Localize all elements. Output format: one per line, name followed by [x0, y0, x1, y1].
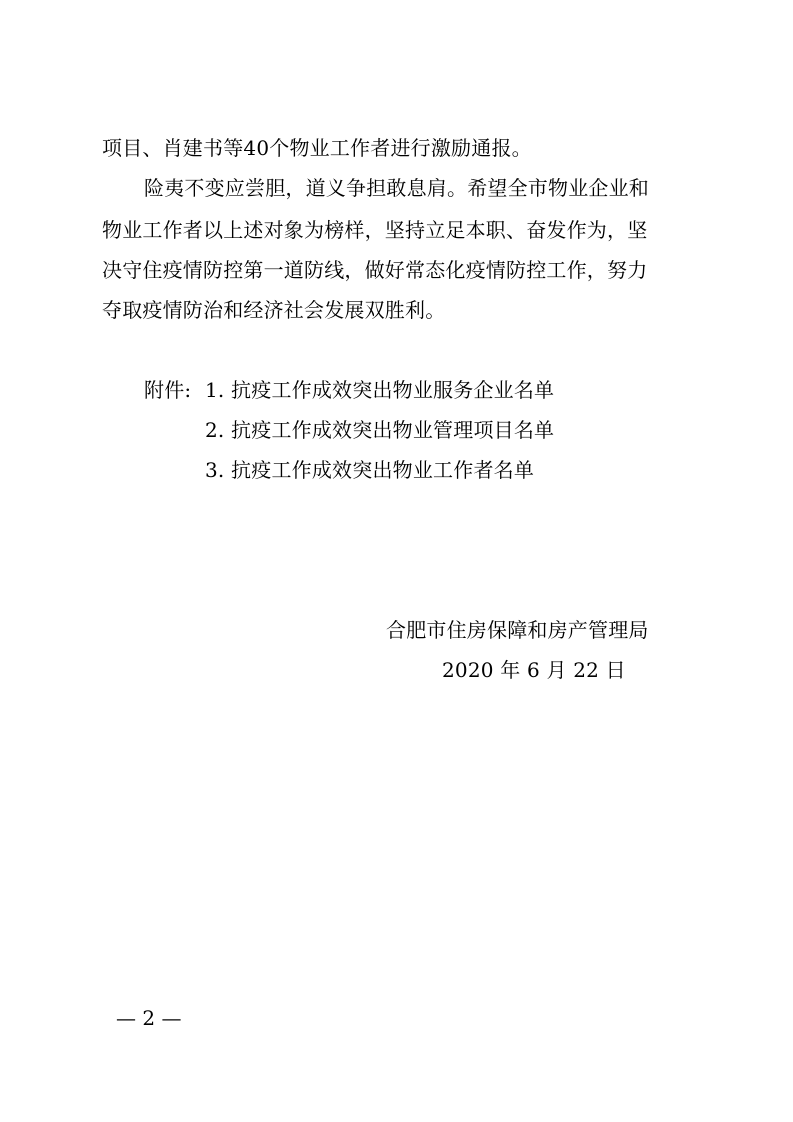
body-line-4: 决守住疫情防控第一道防线，做好常态化疫情防控工作，努力 — [102, 258, 648, 282]
body-line-5: 夺取疫情防治和经济社会发展双胜利。 — [102, 298, 446, 322]
issue-date: 2020 年 6 月 22 日 — [442, 658, 626, 682]
attachment-item-2: 2. 抗疫工作成效突出物业管理项目名单 — [205, 418, 555, 442]
attachments-label: 附件: — [144, 378, 192, 402]
issuing-organization: 合肥市住房保障和房产管理局 — [386, 618, 649, 642]
body-line-1: 项目、肖建书等40个物业工作者进行激励通报。 — [102, 136, 532, 160]
page-number: — 2 — — [116, 1006, 182, 1030]
body-line-3: 物业工作者以上述对象为榜样，坚持立足本职、奋发作为，坚 — [102, 218, 648, 242]
attachment-item-3: 3. 抗疫工作成效突出物业工作者名单 — [205, 458, 535, 482]
attachment-item-1: 1. 抗疫工作成效突出物业服务企业名单 — [205, 378, 555, 402]
body-line-2: 险夷不变应尝胆，道义争担敢息肩。希望全市物业企业和 — [144, 176, 649, 200]
